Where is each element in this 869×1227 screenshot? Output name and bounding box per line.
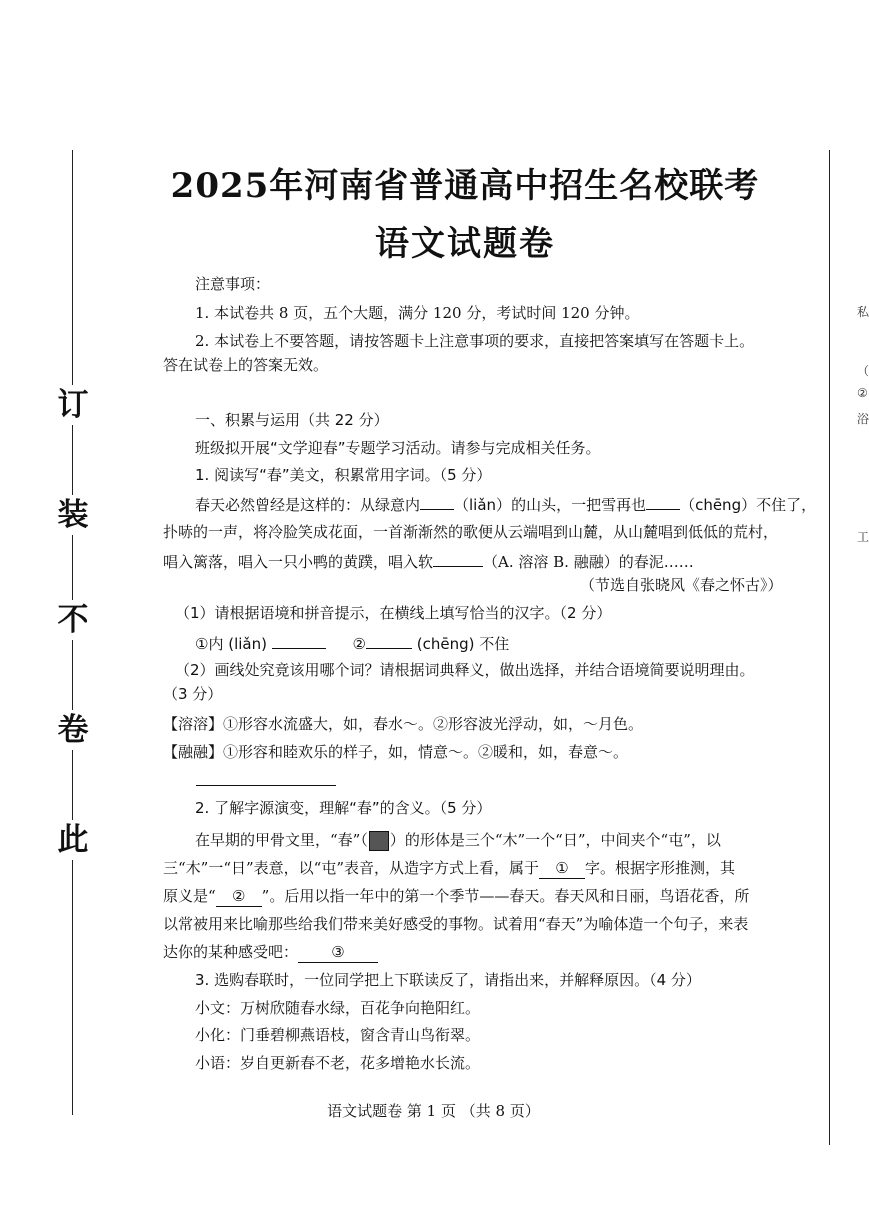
q2-blank-2: ② bbox=[216, 886, 262, 907]
couplet-line-2: 小化：门垂碧柳燕语枝，窗含青山鸟衔翠。 bbox=[195, 1026, 481, 1044]
q2-line-4: 以常被用来比喻那些给我们带来美好感受的事物。试着用“春天”为喻体造一个句子，来表 bbox=[163, 915, 749, 933]
q2-line-3: 原义是“ ② ”。后用以指一年中的第一个季节——春天。春天风和日丽，鸟语花香，所 bbox=[163, 887, 750, 905]
binding-char-5: 订 bbox=[57, 387, 89, 423]
subquestion-2: （2）画线处究竟该用哪个词？请根据词典释义，做出选择，并结合语境简要说明理由。 bbox=[175, 661, 755, 679]
binding-char-4: 装 bbox=[57, 497, 89, 533]
passage-line-2: 扑哧的一声，将冷脸笑成花面，一首渐渐然的歌便从云端唱到山麓，从山麓唱到低低的荒村， bbox=[163, 523, 779, 541]
blank-cheng bbox=[646, 493, 680, 510]
dictionary-entry-2: 【融融】①形容和睦欢乐的样子，如，情意～。②暖和，如，春意～。 bbox=[163, 743, 629, 761]
edge-mark: 浴 bbox=[857, 412, 869, 426]
question-3-title: 3. 选购春联时，一位同学把上下联读反了，请指出来，并解释原因。（4 分） bbox=[195, 971, 701, 989]
dictionary-entry-1: 【溶溶】①形容水流盛大，如，春水～。②形容波光浮动，如，～月色。 bbox=[163, 715, 644, 733]
edge-mark: 私 bbox=[857, 305, 869, 319]
oracle-bone-glyph-icon bbox=[369, 831, 389, 851]
notice-heading: 注意事项： bbox=[195, 275, 271, 293]
subquestion-2-points: （3 分） bbox=[163, 685, 223, 703]
binding-char-3: 不 bbox=[57, 602, 89, 638]
answer-line bbox=[196, 785, 336, 786]
question-1-title: 1. 阅读写“春”美文，积累常用字词。（5 分） bbox=[195, 466, 492, 484]
blank-lian bbox=[420, 493, 454, 510]
notice-item-1: 1. 本试卷共 8 页，五个大题，满分 120 分，考试时间 120 分钟。 bbox=[195, 304, 640, 322]
q2-blank-3: ③ bbox=[298, 942, 378, 963]
notice-item-2-cont: 答在试卷上的答案无效。 bbox=[163, 356, 329, 374]
q2-line-2: 三“木”一“日”表意，以“屯”表音，从造字方式上看，属于 ① 字。根据字形推测，其 bbox=[163, 859, 736, 877]
page-footer: 语文试题卷 第 1 页 （共 8 页） bbox=[327, 1102, 540, 1120]
exam-subtitle: 语文试题卷 bbox=[375, 224, 555, 264]
q2-line-5: 达你的某种感受吧： ③ bbox=[163, 942, 378, 963]
q2-line-1: 在早期的甲骨文里，“春”（ ）的形体是三个“木”一个“日”，中间夹个“屯”，以 bbox=[195, 831, 721, 849]
notice-item-2: 2. 本试卷上不要答题，请按答题卡上注意事项的要求，直接把答案填写在答题卡上。 bbox=[195, 332, 755, 350]
answer-blank-2 bbox=[366, 632, 412, 649]
binding-char-2: 卷 bbox=[57, 712, 89, 748]
edge-mark: ② bbox=[857, 386, 868, 400]
passage-line-1: 春天必然曾经是这样的：从绿意内 （liǎn）的山头，一把雪再也 （chēng）不住了， bbox=[195, 493, 816, 515]
couplet-line-1: 小文：万树欣随春水绿，百花争向艳阳红。 bbox=[195, 999, 481, 1017]
edge-mark: 工 bbox=[857, 530, 869, 544]
subquestion-1-blanks: ①内 (liǎn) ② (chēng) 不住 bbox=[195, 632, 509, 654]
couplet-line-3: 小语：岁自更新春不老，花多增艳水长流。 bbox=[195, 1054, 481, 1072]
q2-blank-1: ① bbox=[539, 858, 585, 879]
exam-title: 2025年河南省普通高中招生名校联考 bbox=[170, 166, 760, 206]
binding-char-1: 此 bbox=[57, 822, 89, 858]
passage-source: （节选自张晓风《春之怀古》） bbox=[580, 576, 783, 594]
question-2-title: 2. 了解字源演变，理解“春”的含义。（5 分） bbox=[195, 799, 492, 817]
answer-blank-1 bbox=[272, 632, 326, 649]
blank-word-choice bbox=[433, 550, 483, 567]
section-heading: 一、积累与运用（共 22 分） bbox=[195, 411, 389, 429]
subquestion-1: （1）请根据语境和拼音提示，在横线上填写恰当的汉字。（2 分） bbox=[175, 604, 612, 622]
edge-mark: （ bbox=[857, 364, 869, 378]
section-intro: 班级拟开展“文学迎春”专题学习活动。请参与完成相关任务。 bbox=[195, 439, 601, 457]
passage-line-3: 唱入篱落，唱入一只小鸭的黄蹼，唱入软 （A. 溶溶 B. 融融）的春泥…… bbox=[163, 550, 694, 572]
binding-line-right bbox=[829, 150, 830, 1145]
